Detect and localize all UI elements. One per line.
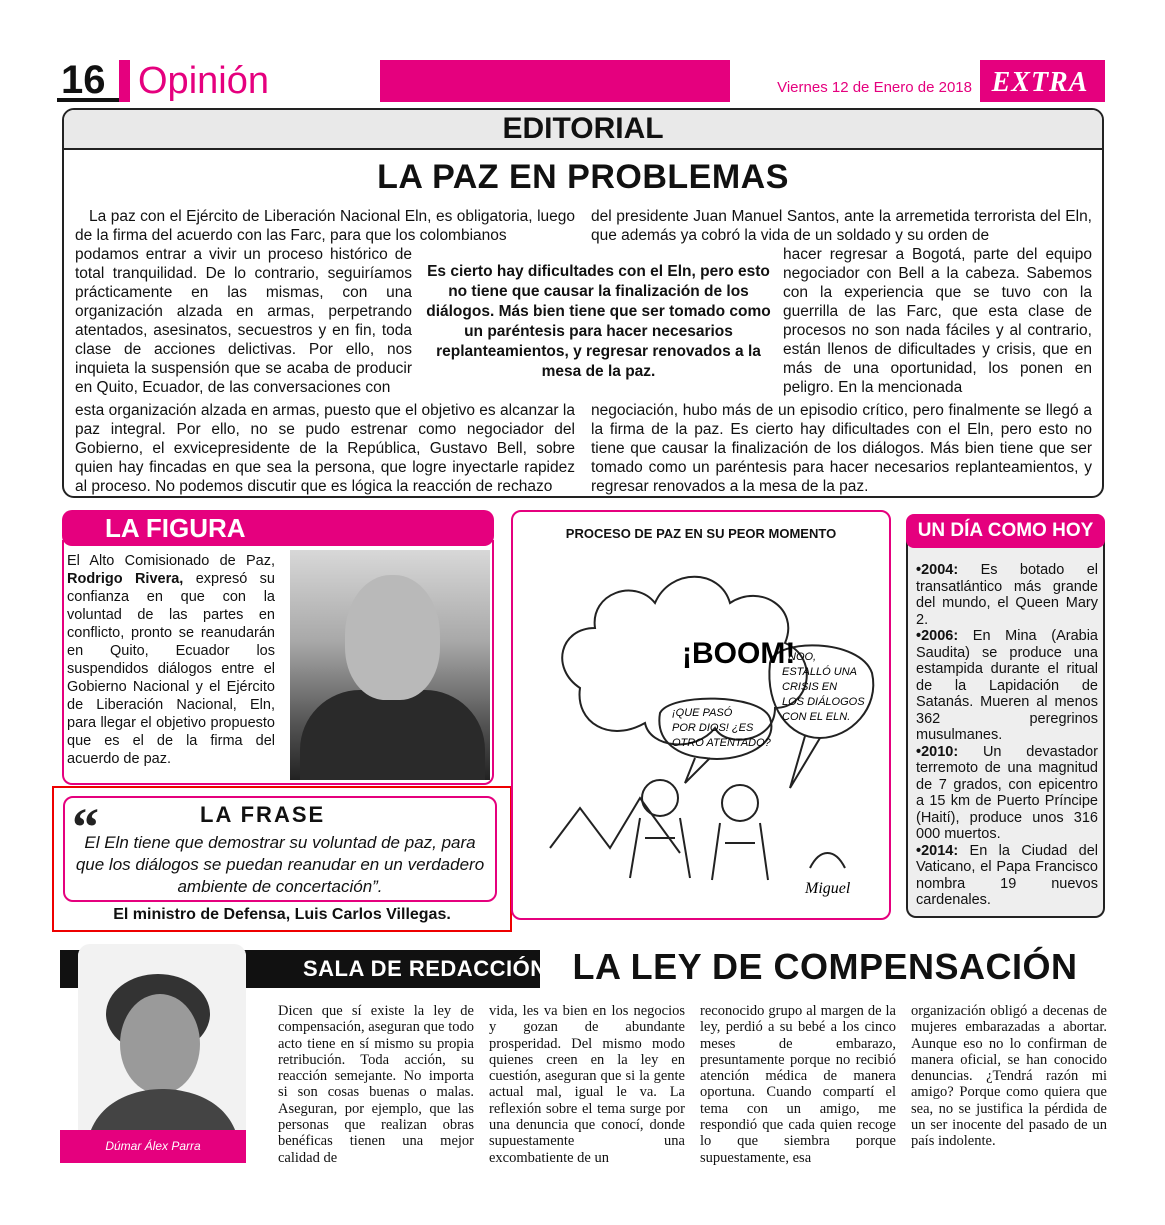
crack-line: [550, 798, 680, 853]
figura-label: LA FIGURA: [105, 513, 246, 543]
column-text-2: vida, les va bien en los negocios y gozan de abundante prosperidad. Del mismo modo quienes creen en la ley en cuestión, aseguran que si la gente actual mal, igual le va. La reflexión sobre el tema surge por una denuncia que conocí, donde supuestamente una excombatiente de un: [489, 1003, 685, 1166]
figura-text-before: El Alto Comisionado de Paz,: [67, 553, 275, 569]
un-dia-list: [916, 562, 1098, 909]
cartoon-boom-text: ¡BOOM!: [682, 637, 796, 670]
bubble-right-line-4: LOS DIÁLOGOS: [782, 696, 865, 708]
editorial-left-paragraph-3: esta organización alzada en armas, puesto que el objetivo es alcanzar la paz integral. Por ello, no se pudo estrenar como negociador del Gobierno, el exvicepresidente de la República, Gustavo Bell, sobre quien hay fincadas en que sea la persona, que logre inyectarle rapidez al proceso. No podemos discutir que es lógica la reacción de rechazo: [75, 402, 575, 495]
un-dia-item: [916, 628, 1098, 744]
column-text-1: Dicen que sí existe la ley de compensación, aseguran que todo acto tiene en sí mismo su propia retribución. Toda acción, su reacción semejante. No importa si son cosas buenas o malas. Aseguran, por ejemplo, que las personas que realizan obras benéficas tienen una mejor calidad de: [278, 1003, 474, 1166]
bubble-left-line-1: ¡QUE PASÓ: [672, 707, 733, 719]
newspaper-logo: EXTRA: [991, 67, 1089, 98]
page-number: 16: [57, 60, 119, 102]
issue-date: Viernes 12 de Enero de 2018: [730, 60, 980, 102]
bubble-right-line-2: ESTALLÓ UNA: [782, 666, 857, 678]
cartoon-signature: Miguel: [805, 880, 851, 897]
un-dia-year: •2006:: [916, 628, 959, 644]
un-dia-item: [916, 562, 1098, 628]
editorial-left-paragraph-1: La paz con el Ejército de Liberación Nacional Eln, es obligatoria, luego de la firma del acuerdo con las Farc, para que los colombianos: [75, 208, 575, 244]
column-text-3: reconocido grupo al margen de la ley, perdió a su bebé a los cinco meses de embarazo, presuntamente porque no recibió atención médica de manera oportuna. Cuando compartí el tema con un amigo, me respondió que cada quien recoge lo que siembra porque supuestamente, esa: [700, 1003, 896, 1166]
un-dia-year: •2004:: [916, 562, 959, 578]
un-dia-text: Es botado el transatlántico más grande del mundo, el Queen Mary 2.: [916, 562, 1098, 628]
editorial-title: LA PAZ EN PROBLEMAS: [377, 158, 789, 196]
section-title: Opinión: [130, 60, 380, 102]
bubble-right-line-5: CON EL ELN.: [782, 711, 851, 723]
figura-photo-suit: [300, 690, 485, 780]
sala-label: SALA DE REDACCIÓN: [303, 956, 547, 981]
columnist-portrait: [78, 944, 246, 1139]
un-dia-text: Un devastador terremoto de una magnitud de 7 grados, con epicentro a 15 km de Puerto Príncipe (Haití), produce unos 316 000 muertos.: [916, 743, 1098, 842]
frase-author: El ministro de Defensa, Luis Carlos Villegas.: [113, 906, 451, 923]
bubble-right-line-1: NOO,: [788, 651, 817, 663]
un-dia-item: [916, 843, 1098, 909]
un-dia-text: En la Ciudad del Vaticano, el Papa Francisco nombra 19 nuevos cardenales.: [916, 842, 1098, 908]
quote-mark-icon: “: [72, 797, 99, 857]
un-dia-year: •2010:: [916, 743, 959, 760]
editorial-label: EDITORIAL: [502, 112, 664, 145]
figura-text-after: expresó su confianza en que con la voluntad de las partes en conflicto, pronto se reanudarán en Quito, Ecuador los suspendidos diálogos entre el Gobierno Nacional y el Ejército de Liberación Nacional, Eln, para llegar el objetivo propuesto que es el de la firma del acuerdo de paz.: [67, 571, 275, 767]
cartoon-title: PROCESO DE PAZ EN SU PEOR MOMENTO: [565, 526, 837, 541]
editorial-right-paragraph-3: negociación, hubo más de un episodio crítico, pero finalmente se llegó a la firma de la paz. Es cierto hay dificultades con el Eln, pero esto no tiene que causar la finalización de los diálogos. Más bien tiene que ser tomado como un paréntesis para hacer necesarios replanteamientos, y regresar renovados a la mesa de la paz.: [591, 402, 1092, 495]
editorial-left-paragraph-2: podamos entrar a vivir un proceso histórico de total tranquilidad. De lo contrario, seguiríamos prácticamente en las mismas, con una organización alzada en armas, perpetrando atentados, asesinatos, secuestros y en fin, toda clase de acciones delictivas. Por ello, nos inquieta la suspensión que se acaba de producir en Quito, Ecuador, de las conversaciones con: [75, 246, 412, 396]
editorial-right-paragraph-1: del presidente Juan Manuel Santos, ante la arremetida terrorista del Eln, que además ya cobró la vida de un soldado y su orden de: [591, 208, 1092, 244]
un-dia-text: En Mina (Arabia Saudita) se produce una estampida durante el ritual de la Lapidación de Satanás. Mueren al menos 362 peregrinos musulmanes.: [916, 628, 1098, 743]
frase-quote: El Eln tiene que demostrar su voluntad de paz, para que los diálogos se puedan reanudar en un verdadero ambiente de concertación”.: [75, 833, 485, 896]
editorial-right-paragraph-2: hacer regresar a Bogotá, parte del equipo negociador con Bell a la cabeza. Sabemos con la experiencia que se tuvo con la guerrilla de las Farc, que esta clase de procesos no son nada fáciles y al contrario, están llenos de dificultades y crisis, que en más de una oportunidad, los ponen en peligro. En la mencionada: [783, 246, 1092, 396]
bubble-left-line-3: OTRO ATENTADO?: [672, 737, 771, 749]
un-dia-item: [916, 744, 1098, 843]
figura-text: [67, 552, 275, 768]
bubble-right-line-3: CRISIS EN: [782, 681, 838, 693]
column-title: LA LEY DE COMPENSACIÓN: [572, 946, 1078, 987]
figura-photo-face: [345, 575, 440, 700]
un-dia-year: •2014:: [916, 842, 959, 859]
cartoon-drawing: [520, 548, 882, 910]
frase-label: LA FRASE: [200, 802, 326, 827]
editorial-pull-quote: Es cierto hay dificultades con el Eln, pero esto no tiene que causar la finalización de los diálogos. Más bien tiene que ser tomado como un paréntesis para hacer necesarios replanteamientos, y regresar renovados a la mesa de la paz.: [426, 263, 771, 380]
columnist-name: Dúmar Álex Parra: [105, 1139, 201, 1153]
un-dia-label: UN DÍA COMO HOY: [917, 520, 1094, 541]
figura-name: Rodrigo Rivera,: [67, 571, 184, 587]
column-text-4: organización obligó a decenas de mujeres embarazadas a abortar. Aunque eso no lo confirman de manera oficial, se han conocido denuncias. ¿Tendrá razón mi amigo? Porque como quiera que sea, no se justifica la pérdida de un ser inocente del pasado de un país indolente.: [911, 1003, 1107, 1150]
bubble-left-line-2: POR DIOS! ¿ES: [672, 722, 754, 734]
columnist-photo: [78, 944, 246, 1139]
